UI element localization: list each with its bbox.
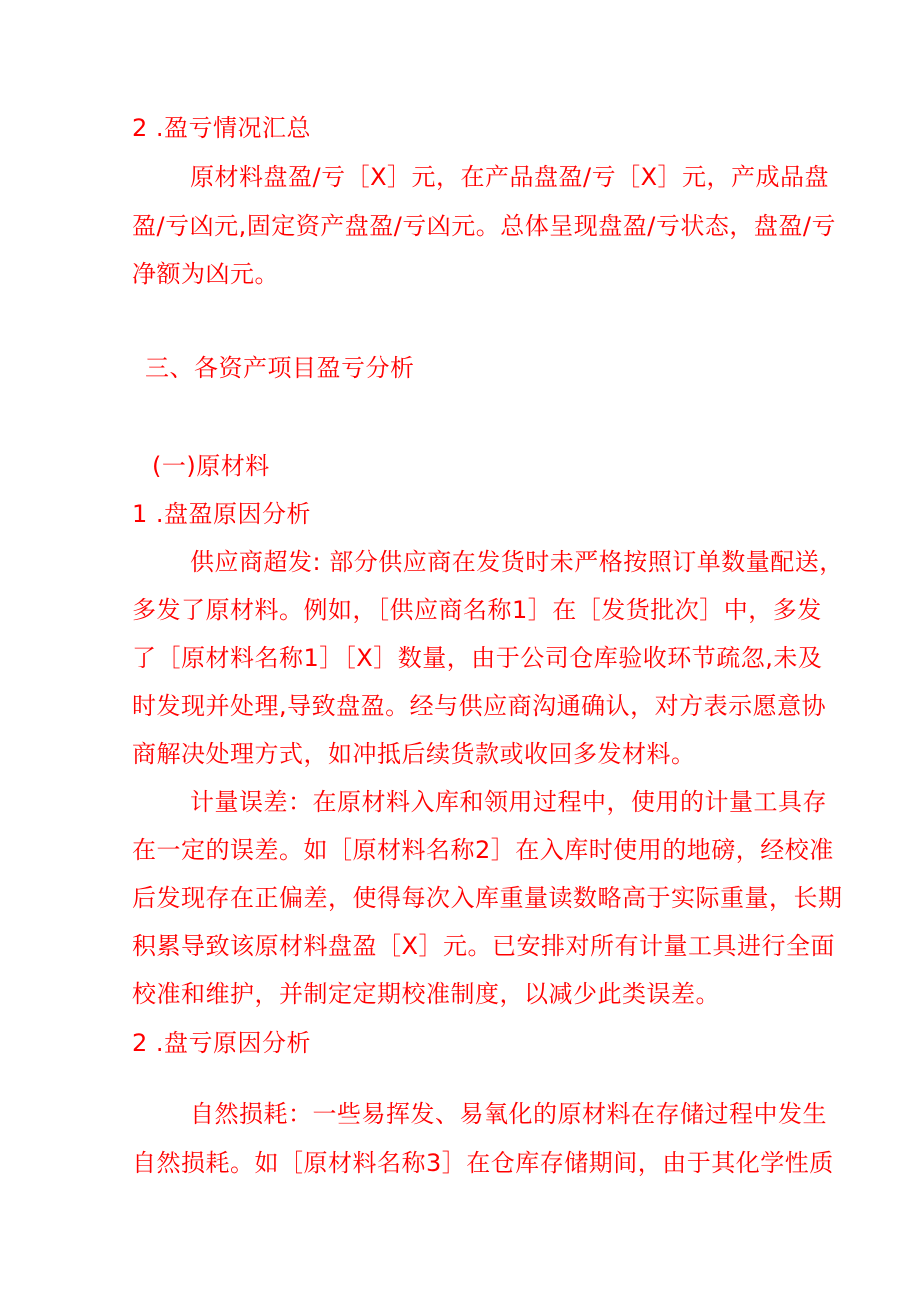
heading-summary: 2 .盈亏情况汇总 (132, 114, 312, 142)
measure-line-3: 后发现存在正偏差，使得每次入库重量读数略高于实际重量，长期 (132, 884, 843, 912)
summary-line-3: 净额为凶元。 (132, 260, 279, 288)
natural-line-1: 自然损耗：一些易挥发、易氧化的原材料在存储过程中发生 (190, 1100, 827, 1128)
summary-line-1: 原材料盘盈/亏［X］元，在产品盘盈/亏［X］元，产成品盘 (190, 163, 830, 191)
supplier-line-3: 了［原材料名称1］［X］数量，由于公司仓库验收环节疏忽,未及 (132, 644, 823, 672)
summary-line-2: 盈/亏凶元,固定资产盘盈/亏凶元。总体呈现盘盈/亏状态，盘盈/亏 (132, 212, 836, 240)
measure-line-1: 计量误差：在原材料入库和领用过程中，使用的计量工具存 (190, 788, 827, 816)
heading-loss-analysis: 2 .盘亏原因分析 (132, 1029, 312, 1057)
heading-surplus-analysis: 1 .盘盈原因分析 (132, 500, 312, 528)
measure-line-2: 在一定的误差。如［原材料名称2］在入库时使用的地磅，经校准 (132, 836, 834, 864)
natural-line-2: 自然损耗。如［原材料名称3］在仓库存储期间，由于其化学性质 (132, 1149, 834, 1177)
supplier-line-2: 多发了原材料。例如，［供应商名称1］在［发货批次］中，多发 (132, 596, 822, 624)
supplier-line-1: 供应商超发: 部分供应商在发货时未严格按照订单数量配送， (190, 548, 844, 576)
measure-line-4: 积累导致该原材料盘盈［X］元。已安排对所有计量工具进行全面 (132, 932, 835, 960)
section-title-three: 三、各资产项目盈亏分析 (145, 354, 415, 382)
subsection-title-raw-materials: (一)原材料 (152, 452, 270, 480)
measure-line-5: 校准和维护，并制定定期校准制度，以减少此类误差。 (132, 980, 720, 1008)
supplier-line-5: 商解决处理方式，如冲抵后续货款或收回多发材料。 (132, 740, 696, 768)
supplier-line-4: 时发现并处理,导致盘盈。经与供应商沟通确认，对方表示愿意协 (132, 692, 827, 720)
